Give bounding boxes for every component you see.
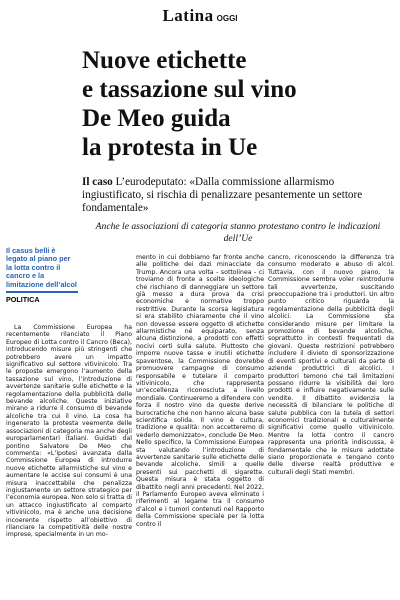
article-column-1 (6, 324, 132, 539)
sidebar-box (6, 247, 78, 304)
headline (82, 46, 392, 162)
sidebar-text: Il casus belli è legato al piano per la lotta contro il cancro e la limitazione dell’alcol (6, 246, 77, 289)
article-column-2 (136, 254, 264, 528)
article-text: cancro, riconoscendo la differenza tra consumo moderato e abuso di alcol. Tuttavia, con il nuovo piano, la Commissione sembra voler reintrodurre tali avvertenze, suscitando preoccupazione tra i produttori. Un altro punto critico riguarda la regolamentazione della pubblicità degli alcolici. La Commissione sta considerando misure per limitare la promozione di bevande alcoliche, soprattutto in contesti frequentati da giovani. Queste restrizioni potrebbero includere il divieto di sponsorizzazione di eventi sportivi e culturali da parte di aziende produttrici di alcolici. I produttori temono che tali limitazioni possano ridurre la visibilità dei loro prodotti e influire negativamente sulle vendite. Il dibattito evidenzia la necessità di bilanciare le politiche di salute pubblica con la tutela di settori economici tradizionali e culturalmente significativi come quello vitivinicolo. Mentre la lotta contro il cancro rappresenta una priorità indiscussa, è fondamentale che le misure adottate siano proporzionate e tengano conto delle diverse realtà produttive e culturali degli Stati membri. (268, 254, 394, 476)
article-text: La Commissione Europea ha recentemente rilanciato il Piano Europeo di Lotta contro il Cancro (Beca), introducendo misure più stringenti che potrebbero avere un impatto significativo sul settore vitivinicolo. Tra le proposte emergono l’aumento della tassazione sul vino, l’introduzione di avvertenze sanitarie sulle etichette e la regolamentazione della pubblicità delle bevande alcoliche. Queste iniziative mirano a ridurre il consumo di bevande alcoliche tra cui il vino. La cosa ha ingenerato la protesta veemente delle associazioni di categoria ma anche degli europarlamentari italiani. Guidati dal pontino Salvatore De Meo che commenta: «L’ipotesi avanzata dalla Commissione Europea di introdurre nuove etichette allarmistiche sul vino e aumentare le accise sui consumi è una misura inaccettabile che penalizza ingiustamente un settore strategico per l’economia europea. Non solo si tratta di un attacco ingiustificato al comparto vitivinicolo, ma è anche una decisione incoerente rispetto all’obiettivo di rilanciare la competitività delle nostre imprese, specialmente in un mo- (6, 324, 132, 539)
newspaper-name: Latina (162, 6, 214, 25)
subheadline: Anche le associazioni di categoria stanno protestano contro le indicazioni dell’Ue (95, 221, 381, 244)
summary-text: L’eurodeputato: «Dalla commissione allarmismo ingiustificato, si rischia di penalizzare pesantemente un settore fondamentale» (82, 176, 363, 215)
edition-label: OGGI (216, 14, 238, 23)
article-column-3 (268, 254, 394, 476)
sidebar-divider (6, 291, 78, 293)
headline-line: la protesta in Ue (82, 134, 258, 161)
headline-line: e tassazione sul vino (82, 76, 297, 103)
headline-line: De Meo guida (82, 105, 231, 132)
article-text: mento in cui dobbiamo far fronte anche alle politiche dei dazi minacciate da Trump. Ancora una volta - sottolinea - ci troviamo di fronte a scelte ideologiche che rischiano di danneggiare un settore già messo a dura prova da crisi economiche e normative troppo restrittive. Durante la scorsa legislatura si era stabilito chiaramente che il vino non dovesse essere oggetto di etichette allarmistiche né equiparato, senza alcuna distinzione, a prodotti con effetti nocivi certi sulla salute. Piuttosto che imporre nuove tasse e inutili etichette spaventose, la Commissione dovrebbe promuovere campagne di consumo responsabile e tutelare il comparto vitivinicolo, che rappresenta un’eccellenza riconosciuta a livello mondiale. Continueremo a difendere con forza il nostro vino da queste derive burocratiche che non hanno alcuna base scientifica solida. Il vino è cultura, tradizione e qualità: non accetteremo di vederlo demonizzato», conclude De Meo. Nello specifico, la Commissione Europea sta valutando l’introduzione di avvertenze sanitarie sulle etichette delle bevande alcoliche, simili a quelle presenti sui pacchetti di sigarette. Questa misura è stata oggetto di dibattito negli anni precedenti. Nel 2022, il Parlamento Europeo aveva eliminato i riferimenti al legame tra il consumo d’alcol e i tumori contenuti nel Rapporto della Commissione speciale per la lotta contro il (136, 254, 264, 528)
summary-kicker: Il caso (82, 176, 113, 188)
headline-line: Nuove etichette (82, 47, 247, 74)
section-label: POLITICA (6, 295, 40, 305)
masthead (0, 6, 400, 26)
summary (82, 176, 394, 216)
